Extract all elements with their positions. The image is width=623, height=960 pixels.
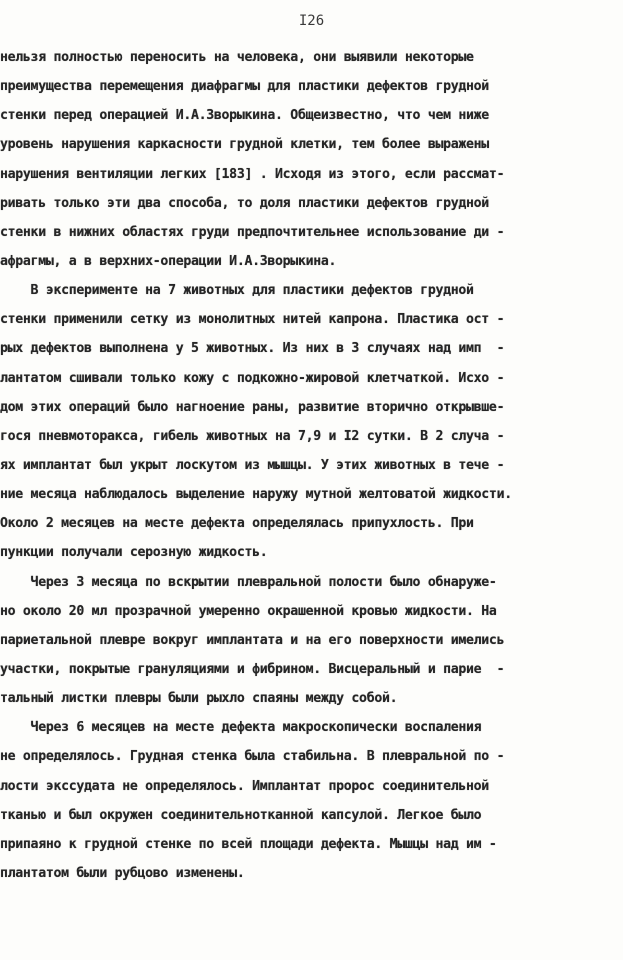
text-line: Через 6 месяцев на месте дефекта макроскопически воспаления [0,720,482,736]
text-line: но около 20 мл прозрачной умеренно окрашенной кровью жидкости. На [0,603,497,619]
paragraph-3 [0,568,623,714]
text-line: В эксперименте на 7 животных для пластики дефектов грудной [0,283,474,299]
paragraph-1 [0,43,623,276]
text-line: уровень нарушения каркасности грудной клетки, тем более выражены [0,137,489,153]
text-line: афрагмы, а в верхних-операции И.А.Зворыкина. [0,253,337,269]
text-line: тальный листки плевры были рыхло спаяны между собой. [0,691,398,707]
text-line: рых дефектов выполнена у 5 животных. Из них в 3 случаях над имп - [0,341,505,357]
text-line: париетальной плевре вокруг имплантата и на его поверхности имелись [0,632,505,648]
text-line: Через 3 месяца по вскрытии плевральной полости было обнаруже- [0,574,497,590]
text-line: ривать только эти два способа, то доля пластики дефектов грудной [0,195,489,211]
text-line: стенки в нижних областях груди предпочтительнее использование ди - [0,224,505,240]
text-line: лантатом сшивали только кожу с подкожно-жировой клетчаткой. Исхо - [0,370,505,386]
text-line: не определялось. Грудная стенка была стабильна. В плевральной по - [0,749,505,765]
text-line: ние месяца наблюдалось выделение наружу мутной желтоватой жидкости. [0,487,512,503]
text-line: участки, покрытые грануляциями и фибрином. Висцеральный и парие - [0,661,505,677]
text-line: нельзя полностью переносить на человека, они выявили некоторые [0,50,474,65]
text-line: стенки применили сетку из монолитных нитей капрона. Пластика ост - [0,312,505,328]
text-line: дом этих операций было нагноение раны, развитие вторично открывше- [0,399,505,415]
text-line: лости экссудата не определялось. Имплантат пророс соединительной [0,778,489,794]
text-line: гося пневмоторакса, гибель животных на 7,9 и I2 сутки. В 2 случа - [0,428,505,444]
text-line: плантатом были рубцово изменены. [0,865,245,881]
paragraph-2 [0,276,623,567]
paragraph-4 [0,713,623,888]
document-body [0,43,623,888]
text-line: ях имплантат был укрыт лоскутом из мышцы. У этих животных в тече - [0,457,505,473]
text-line: преимущества перемещения диафрагмы для пластики дефектов грудной [0,79,489,95]
text-line: стенки перед операцией И.А.Зворыкина. Общеизвестно, что чем ниже [0,108,489,124]
page-number: I26 [298,13,325,29]
text-line: нарушения вентиляции легких [183] . Исходя из этого, если рассмат- [0,166,505,182]
text-line: припаяно к грудной стенке по всей площади дефекта. Мышцы над им - [0,836,497,852]
text-line: тканью и был окружен соединительнотканной капсулой. Легкое было [0,807,482,823]
text-line: пункции получали серозную жидкость. [0,545,268,561]
text-line: Около 2 месяцев на месте дефекта определялась припухлость. При [0,516,474,532]
